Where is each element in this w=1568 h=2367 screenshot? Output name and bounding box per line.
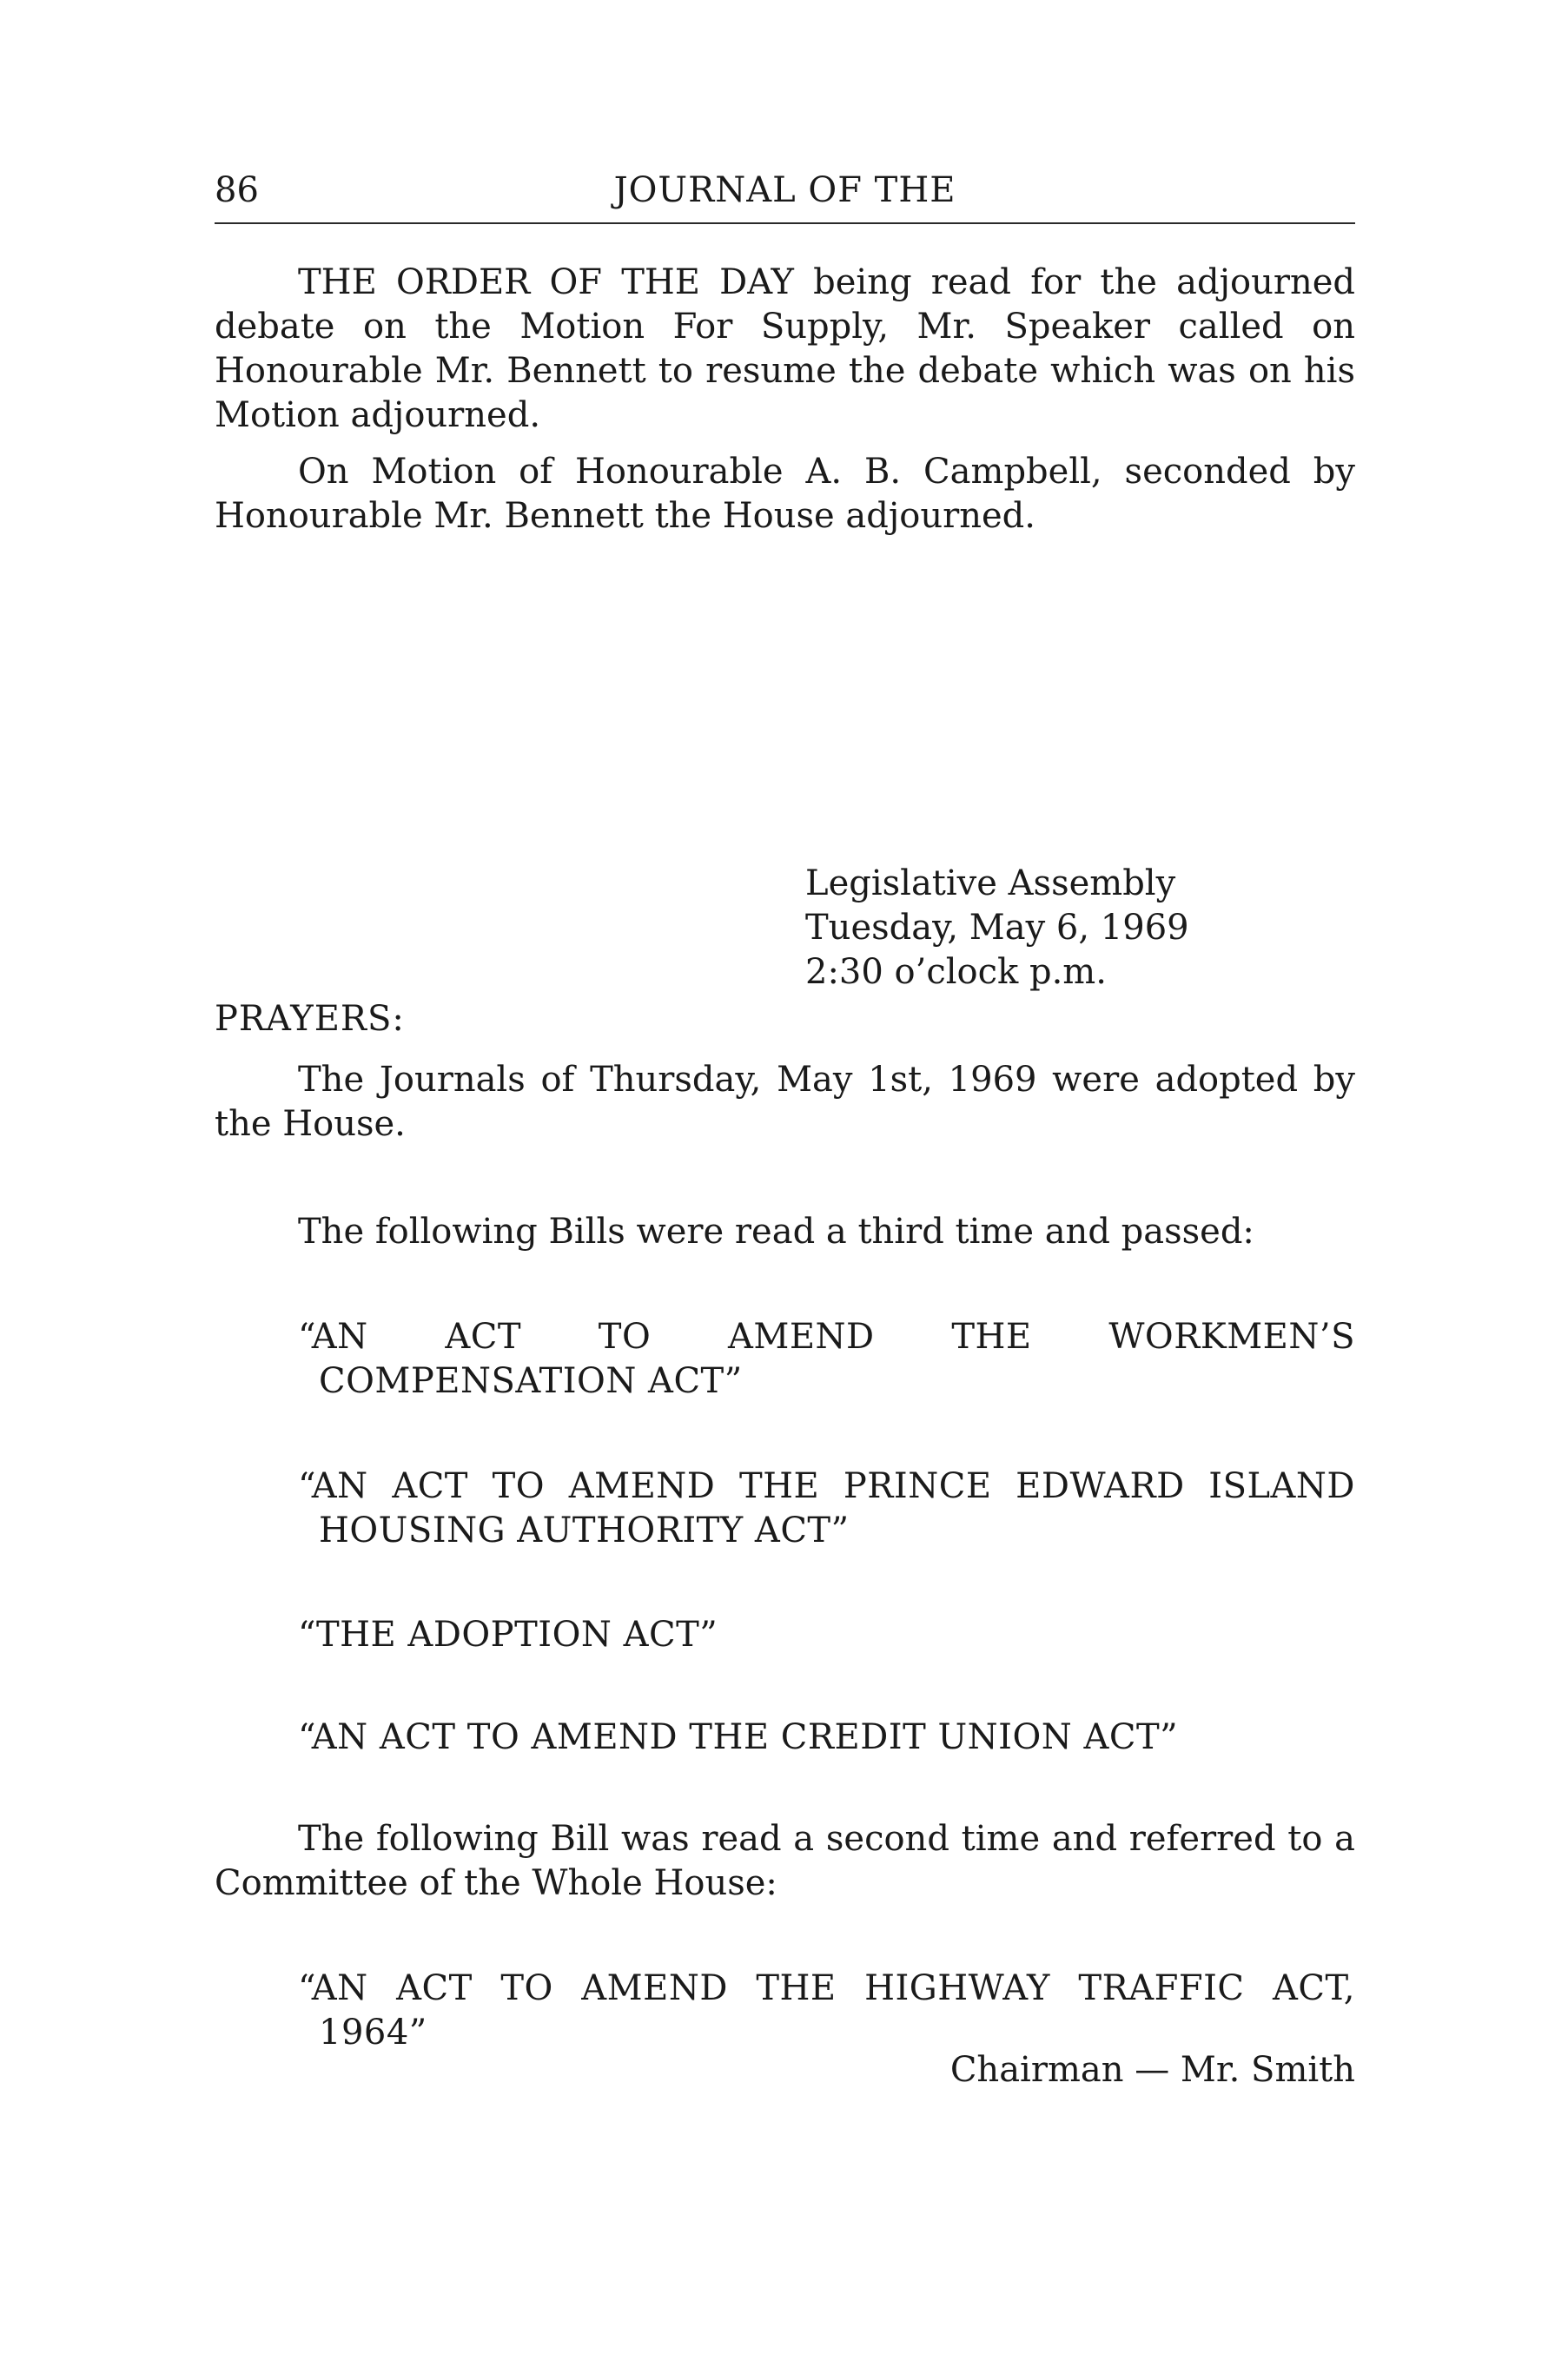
page-header (215, 170, 1355, 224)
journals-adopted-paragraph: The Journals of Thursday, May 1st, 1969 were adopted by the House. (215, 1060, 1355, 1144)
second-reading-section (215, 1817, 1355, 1906)
bill-item (298, 1315, 1355, 1404)
adjournment-motion-paragraph: On Motion of Honourable A. B. Campbell, seconded by Honourable Mr. Bennett the House adjourned. (215, 452, 1355, 536)
bill-title: “THE ADOPTION ACT” (298, 1615, 718, 1655)
order-of-day-paragraph: THE ORDER OF THE DAY being read for the adjourned debate on the Motion For Supply, Mr. Speaker called on Honourable Mr. Bennett to resume the debate which was on his Motion adjourned. (215, 262, 1355, 435)
sitting-assembly: Legislative Assembly (805, 863, 1176, 903)
journals-adopted-section (215, 1058, 1355, 1147)
third-reading-section (215, 1210, 1355, 1254)
adjourned-debate-section (215, 261, 1355, 539)
bill-item (298, 1716, 1355, 1760)
bill-title: “AN ACT TO AMEND THE PRINCE EDWARD ISLAND HOUSING AUTHORITY ACT” (298, 1466, 1355, 1550)
running-head: JOURNAL OF THE (613, 170, 956, 210)
bill-title: “AN ACT TO AMEND THE HIGHWAY TRAFFIC ACT, 1964” (298, 1968, 1355, 2053)
committee-chairman: Chairman — Mr. Smith (949, 2050, 1355, 2090)
bill-title: “AN ACT TO AMEND THE WORKMEN’S COMPENSATION ACT” (298, 1317, 1355, 1401)
third-reading-intro: The following Bills were read a third time and passed: (298, 1212, 1254, 1252)
second-reading-intro: The following Bill was read a second time and referred to a Committee of the Whole House: (215, 1819, 1355, 1903)
bill-item (298, 1613, 1355, 1657)
sitting-details (805, 862, 1189, 995)
bill-title: “AN ACT TO AMEND THE CREDIT UNION ACT” (298, 1717, 1179, 1757)
bill-item (298, 1464, 1355, 1553)
page-number: 86 (215, 170, 259, 210)
sitting-time: 2:30 o’clock p.m. (805, 952, 1107, 992)
bill-item (298, 1967, 1355, 2055)
sitting-date: Tuesday, May 6, 1969 (805, 908, 1189, 948)
prayers-heading: PRAYERS: (215, 999, 405, 1039)
